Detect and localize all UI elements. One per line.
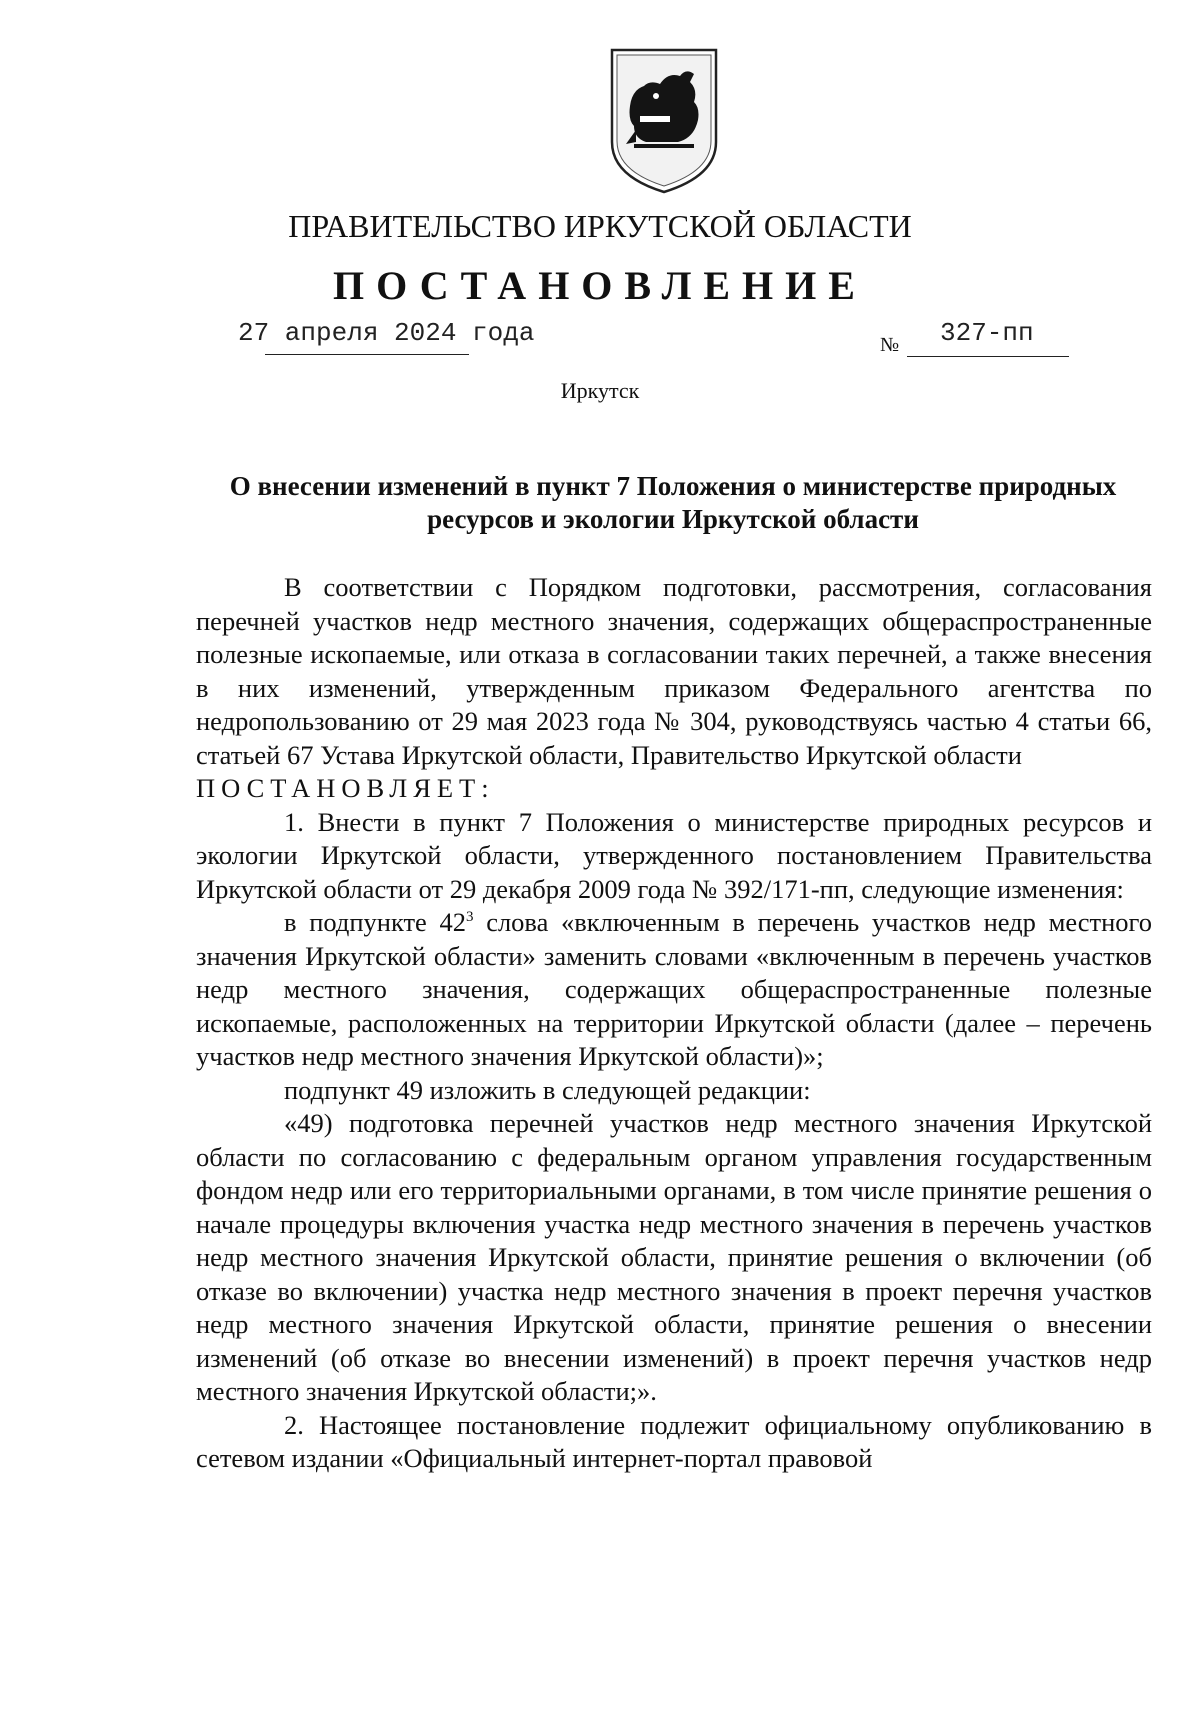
coat-of-arms-icon [606,46,722,196]
title-line-2: ресурсов и экологии Иркутской области [427,504,919,534]
document-body [196,571,1152,1476]
date-underline [265,354,469,355]
document-type: ПОСТАНОВЛЕНИЕ [333,263,867,308]
item-1-change-1 [196,906,1152,1074]
item-2-paragraph: 2. Настоящее постановление подлежит официальному опубликованию в сетевом издании «Официальный интернет-портал правовой [196,1409,1152,1473]
government-name: ПРАВИТЕЛЬСТВО ИРКУТСКОЙ ОБЛАСТИ [288,208,912,244]
decree-word: ПОСТАНОВЛЯЕТ: [196,773,495,803]
item-1-change-2: подпункт 49 изложить в следующей редакции: [284,1074,811,1105]
city-name: Иркутск [560,378,640,403]
change-1-after: слова «включенным в перечень участков недр местного значения Иркутской области» заменить словами «включенным в перечень участков недр местного значения, содержащих общераспространенные полезные ископаемые, расположенных на территории Иркутской области (далее – перечень участков недр местного значения Иркутской области)»; [196,907,1152,1071]
number-sign: № [880,334,900,356]
document-date: 27 апреля 2024 года [238,318,535,348]
title-line-1: О внесении изменений в пункт 7 Положения о министерстве природных [229,471,1117,501]
number-underline [907,356,1069,357]
item-1-paragraph: 1. Внести в пункт 7 Положения о министерстве природных ресурсов и экологии Иркутской области, утвержденного постановлением Правительства Иркутской области от 29 декабря 2009 года № 392/171-пп, следующие изменения: [196,806,1152,904]
preamble-paragraph: В соответствии с Порядком подготовки, рассмотрения, согласования перечней участков недр местного значения, содержащих общераспространенные полезные ископаемые, или отказа в согласовании таких перечней, а также внесения в них изменений, утвержденным приказом Федерального агентства по недропользованию от 29 мая 2023 года № 304, руководствуясь частью 4 статьи 66, статьей 67 Устава Иркутской области, Правительство Иркутской области [196,572,1152,770]
change-1-superscript: 3 [466,909,474,926]
change-1-before: в подпункте 42 [284,907,467,937]
document-title [188,470,1158,536]
item-1-change-2-text: «49) подготовка перечней участков недр местного значения Иркутской области по согласованию с федеральным органом управления государственным фондом недр или его территориальными органами, в том числе принятие решения о начале процедуры включения участка недр местного значения в перечень участков недр местного значения Иркутской области, принятие решения о включении (об отказе во включении) участка недр местного значения в проект перечня участков недр местного значения Иркутской области, принятие решения о внесении изменений (об отказе во внесении изменений) в проект перечня участков недр местного значения Иркутской области;». [196,1108,1152,1406]
document-number: 327-пп [940,318,1034,348]
